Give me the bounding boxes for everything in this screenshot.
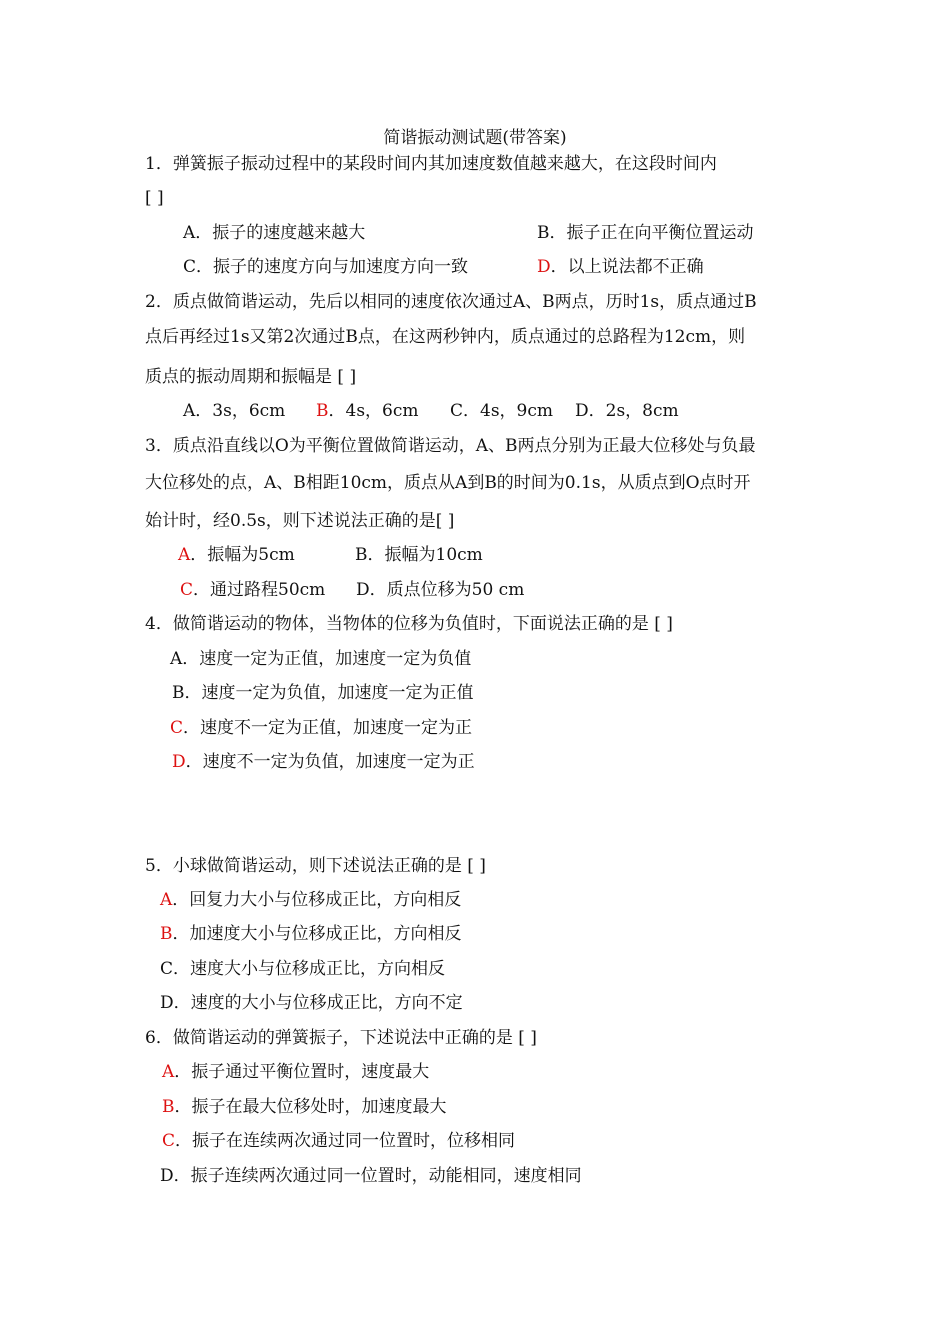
- option-text: ．3s，6cm: [195, 401, 286, 421]
- q3-option-d: [356, 578, 524, 602]
- option-text: ．速度大小与位移成正比，方向相反: [173, 959, 446, 979]
- option-letter: D: [160, 993, 174, 1013]
- q5-stem-line-1: 5．小球做简谐运动，则下述说法正确的是 [ ]: [145, 856, 486, 876]
- option-letter: C: [160, 959, 174, 979]
- q1-option-d: [537, 255, 704, 279]
- q1-stem-line-2: [ ]: [145, 188, 164, 208]
- option-letter-answer: A: [162, 1062, 175, 1082]
- q6-option-a: [162, 1060, 429, 1084]
- option-letter-answer: D: [172, 752, 186, 772]
- q5-option-b: [160, 922, 462, 946]
- q3-stem-line-3: 始计时，经0.5s，则下述说法正确的是[ ]: [145, 511, 455, 531]
- option-text: ．振子在连续两次通过同一位置时，位移相同: [175, 1131, 516, 1151]
- q6-option-c: [162, 1129, 515, 1153]
- option-letter-answer: B: [160, 924, 173, 944]
- option-text: ．振子正在向平衡位置运动: [549, 223, 754, 243]
- q4-option-c: [170, 716, 472, 740]
- option-letter-answer: C: [180, 580, 194, 600]
- option-text: ．振幅为5cm: [190, 545, 295, 565]
- q3-option-b: [355, 543, 483, 567]
- option-text: ．振子的速度方向与加速度方向一致: [196, 257, 469, 277]
- option-text: ．振子在最大位移处时，加速度最大: [174, 1097, 447, 1117]
- q3-option-c: [180, 578, 325, 602]
- option-letter-answer: A: [178, 545, 191, 565]
- option-letter-answer: A: [160, 890, 173, 910]
- q4-option-d: [172, 750, 475, 774]
- q1-option-b: [537, 221, 754, 245]
- option-letter: A: [170, 649, 183, 669]
- option-letter: C: [183, 257, 197, 277]
- option-text: ．振子的速度越来越大: [195, 223, 366, 243]
- option-letter: A: [183, 401, 196, 421]
- option-text: ．以上说法都不正确: [550, 257, 704, 277]
- q6-option-b: [162, 1095, 447, 1119]
- q4-option-b: [172, 681, 474, 705]
- option-text: ．速度一定为负值，加速度一定为正值: [184, 683, 474, 703]
- option-text: ．加速度大小与位移成正比，方向相反: [172, 924, 462, 944]
- option-text: ．4s，6cm: [328, 401, 419, 421]
- q2-stem-line-2: 点后再经过1s又第2次通过B点，在这两秒钟内，质点通过的总路程为12cm，则: [145, 327, 746, 347]
- q2-option-b: [316, 399, 419, 423]
- q4-stem-line-1: 4．做简谐运动的物体，当物体的位移为负值时，下面说法正确的是 [ ]: [145, 614, 673, 634]
- q4-option-a: [170, 647, 471, 671]
- option-text: ．4s，9cm: [463, 401, 554, 421]
- q3-stem-line-2: 大位移处的点，A、B相距10cm，质点从A到B的时间为0.1s，从质点到O点时开: [145, 473, 751, 493]
- page-title: 简谐振动测试题(带答案): [383, 128, 567, 148]
- option-letter-answer: D: [537, 257, 551, 277]
- q5-option-d: [160, 991, 463, 1015]
- option-text: ．振子通过平衡位置时，速度最大: [174, 1062, 430, 1082]
- option-letter: D: [356, 580, 370, 600]
- option-text: ．质点位移为50 cm: [369, 580, 525, 600]
- option-text: ．振幅为10cm: [367, 545, 483, 565]
- option-text: ．速度一定为正值，加速度一定为负值: [182, 649, 472, 669]
- option-text: ．速度不一定为负值，加速度一定为正: [185, 752, 475, 772]
- option-letter-answer: C: [162, 1131, 176, 1151]
- q6-option-d: [160, 1164, 582, 1188]
- q3-option-a: [178, 543, 295, 567]
- option-letter-answer: B: [162, 1097, 175, 1117]
- option-letter: A: [183, 223, 196, 243]
- option-text: ．速度的大小与位移成正比，方向不定: [173, 993, 463, 1013]
- q5-option-c: [160, 957, 445, 981]
- option-text: ．速度不一定为正值，加速度一定为正: [183, 718, 473, 738]
- q3-stem-line-1: 3．质点沿直线以O为平衡位置做简谐运动，A、B两点分别为正最大位移处与负最: [145, 436, 756, 456]
- q2-option-d: [575, 399, 679, 423]
- q2-stem-line-1: 2．质点做简谐运动，先后以相同的速度依次通过A、B两点，历时1s，质点通过B: [145, 292, 757, 312]
- option-text: ．振子连续两次通过同一位置时，动能相同，速度相同: [173, 1166, 582, 1186]
- q1-option-c: [183, 255, 468, 279]
- option-text: ．2s，8cm: [588, 401, 679, 421]
- option-letter-answer: C: [170, 718, 184, 738]
- option-text: ．通过路程50cm: [193, 580, 326, 600]
- q2-option-c: [450, 399, 553, 423]
- q2-stem-line-3: 质点的振动周期和振幅是 [ ]: [145, 367, 357, 387]
- q2-option-a: [183, 399, 285, 423]
- option-letter: C: [450, 401, 464, 421]
- option-letter-answer: B: [316, 401, 329, 421]
- option-text: ．回复力大小与位移成正比，方向相反: [172, 890, 462, 910]
- q1-option-a: [183, 221, 365, 245]
- option-letter: B: [537, 223, 550, 243]
- option-letter: B: [172, 683, 185, 703]
- option-letter: D: [160, 1166, 174, 1186]
- option-letter: D: [575, 401, 589, 421]
- q6-stem-line-1: 6．做简谐运动的弹簧振子，下述说法中正确的是 [ ]: [145, 1028, 537, 1048]
- q1-stem-line-1: 1．弹簧振子振动过程中的某段时间内其加速度数值越来越大，在这段时间内: [145, 154, 717, 174]
- q5-option-a: [160, 888, 461, 912]
- option-letter: B: [355, 545, 368, 565]
